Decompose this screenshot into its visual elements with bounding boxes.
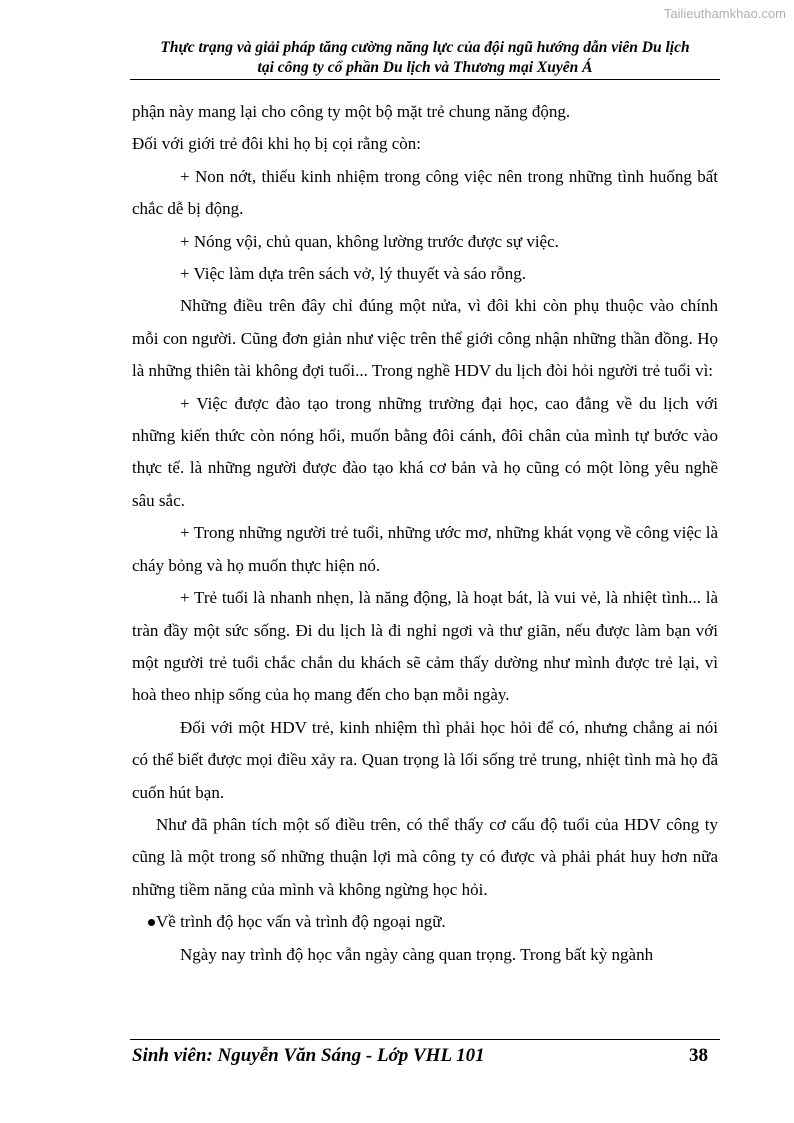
page-number: 38 xyxy=(689,1045,708,1066)
paragraph-education-intro: Ngày nay trình độ học vẫn ngày càng quan trọng. Trong bất kỳ ngành xyxy=(180,944,654,964)
bullet-icon xyxy=(148,919,155,926)
list-item-aspirations: + Trong những người trẻ tuổi, những ước mơ, những khát vọng về công việc là cháy bỏng và họ muốn thực hiện nó. xyxy=(132,523,718,575)
page-header xyxy=(130,38,720,78)
watermark-text: Tailieuthamkhao.com xyxy=(663,6,786,21)
list-item-theory: + Việc làm dựa trên sách vở, lý thuyết và sáo rỗng. xyxy=(180,264,527,284)
header-title-line-1: Thực trạng và giải pháp tăng cường năng lực của đội ngũ hướng dẫn viên Du lịch xyxy=(160,39,690,56)
paragraph-half-true: Những điều trên đây chỉ đúng một nửa, vì đôi khi còn phụ thuộc vào chính mỗi con người. Cũng đơn giản như việc trên thế giới công nhận những thần đồng. Họ là những thiên tài không đợi tuổi... Trong nghề HDV du lịch đòi hỏi người trẻ tuổi vì: xyxy=(132,296,718,381)
header-title-line-2: tại công ty cổ phần Du lịch và Thương mại Xuyên Á xyxy=(257,59,593,76)
paragraph-young-guide: Đối với một HDV trẻ, kinh nhiệm thì phải học hỏi để có, nhưng chẳng ai nói có thể biết được mọi điều xảy ra. Quan trọng là lối sống trẻ trung, nhiệt tình mà họ đã cuốn hút bạn. xyxy=(132,717,718,802)
list-item-trained: + Việc được đào tạo trong những trường đại học, cao đẳng về du lịch với những kiến thức còn nóng hổi, muốn bằng đôi cánh, đôi chân của mình tự bước vào thực tế. là những người được đào tạo khá cơ bản và họ cũng có một lòng yêu nghề sâu sắc. xyxy=(132,393,718,510)
document-body xyxy=(132,96,718,971)
footer-student-info: Sinh viên: Nguyễn Văn Sáng - Lớp VHL 101 xyxy=(132,1045,485,1066)
paragraph-analysis: Như đã phân tích một số điều trên, có thể thấy cơ cấu độ tuổi của HDV công ty cũng là một trong số những thuận lợi mà công ty có được và phải phát huy hơn nữa những tiềm năng của mình và không ngừng học hỏi. xyxy=(132,814,718,899)
list-item-inexperienced: + Non nớt, thiếu kinh nhiệm trong công việc nên trong những tình huống bất chắc dễ bị động. xyxy=(132,166,718,219)
bullet-item-text: Về trình độ học vấn và trình độ ngoại ngữ. xyxy=(156,912,446,932)
list-item-hasty: + Nóng vội, chủ quan, không lường trước được sự việc. xyxy=(180,231,559,251)
paragraph-1: phận này mang lại cho công ty một bộ mặt trẻ chung năng động. xyxy=(132,102,571,121)
paragraph-2: Đối với giới trẻ đôi khi họ bị cọi rằng còn: xyxy=(132,134,421,154)
list-item-energetic: + Trẻ tuổi là nhanh nhẹn, là năng động, là hoạt bát, là vui vẻ, là nhiệt tình... là tràn đầy một sức sống. Đi du lịch là đi nghỉ ngơi và thư giãn, nếu được làm bạn với một người trẻ tuổi chắc chắn du khách sẽ cảm thấy dường như mình được trẻ lại, vì hoà theo nhịp sống của họ mang đến cho bạn mỗi ngày. xyxy=(132,588,718,705)
bullet-item-education xyxy=(132,906,718,938)
footer-divider xyxy=(130,1039,720,1040)
header-divider xyxy=(130,79,720,80)
